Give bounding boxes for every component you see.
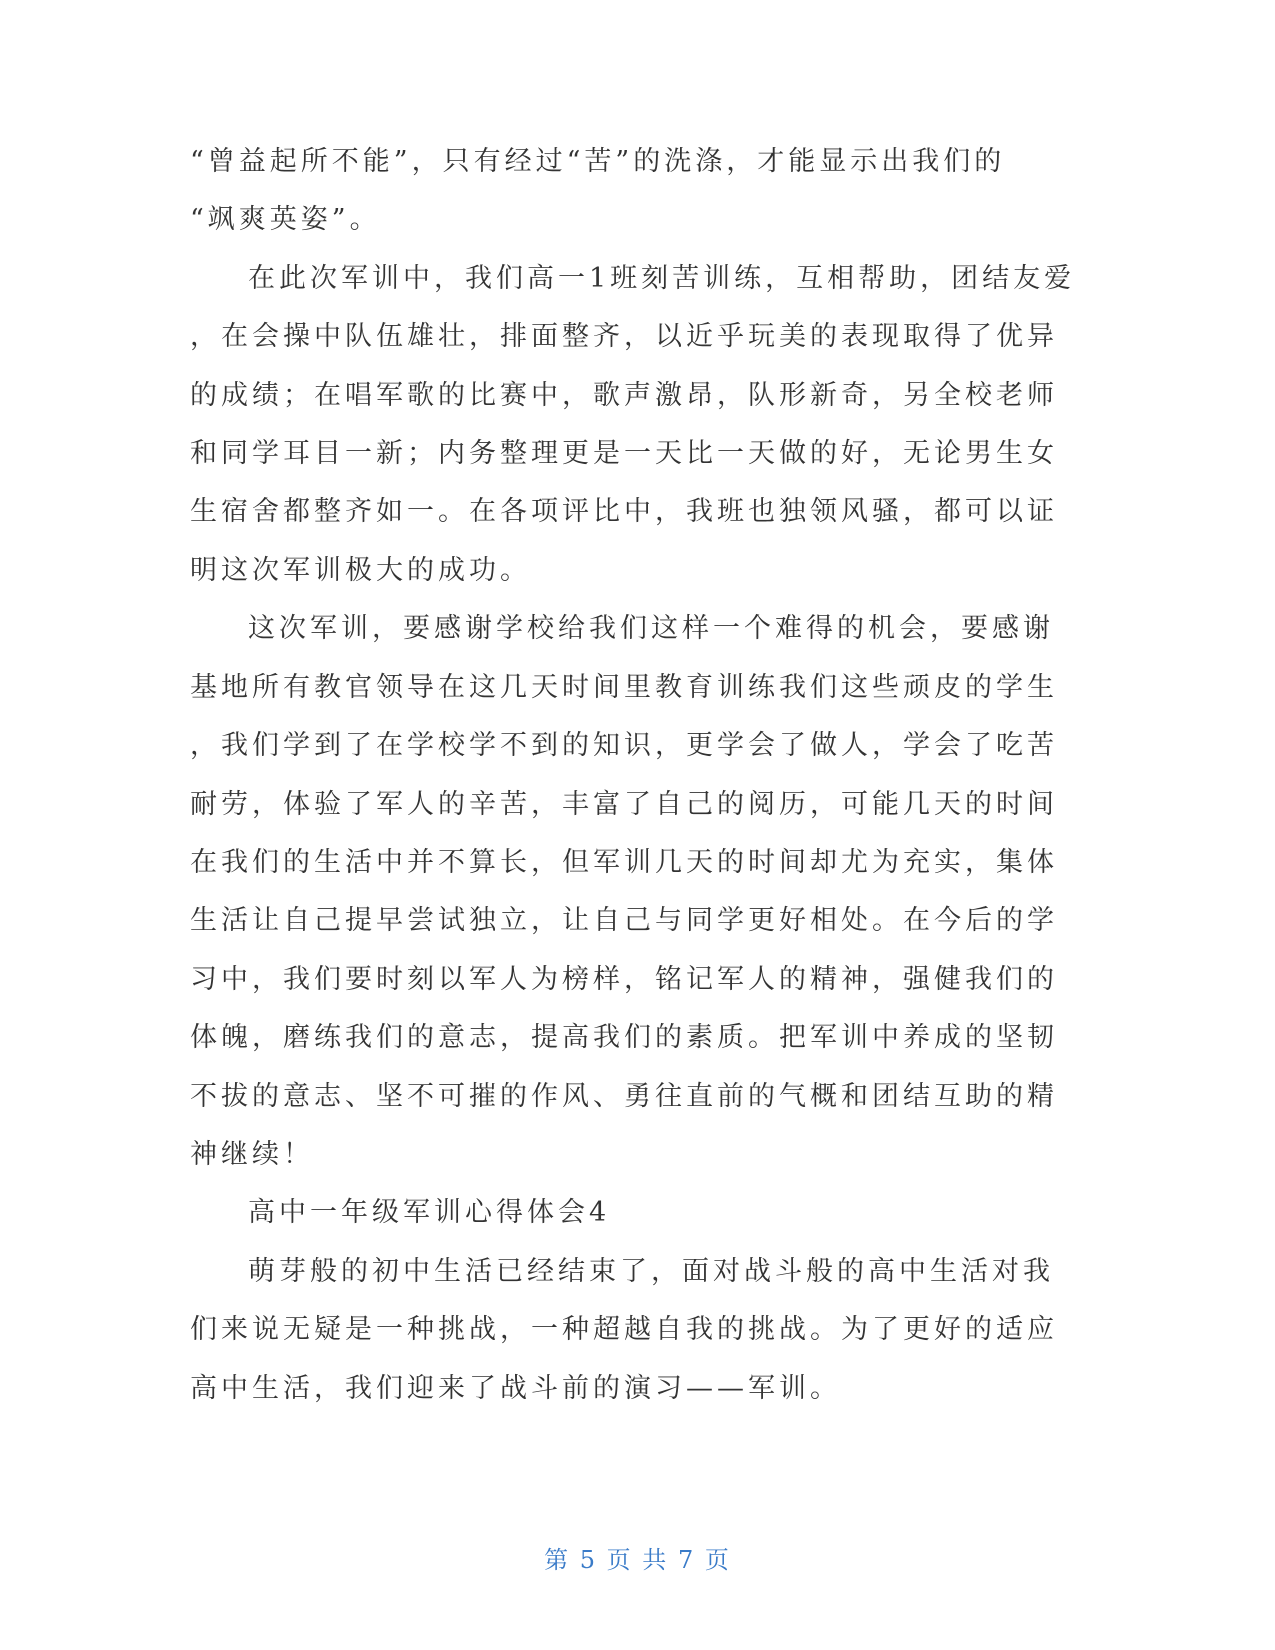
text-line: ，在会操中队伍雄壮，排面整齐，以近乎玩美的表现取得了优异 [190, 321, 1058, 352]
text-line: 明这次军训极大的成功。 [190, 555, 531, 586]
text-line: 在此次军训中，我们高一1班刻苦训练，互相帮助，团结友爱 [248, 263, 1076, 294]
text-line: 生宿舍都整齐如一。在各项评比中，我班也独领风骚，都可以证 [190, 496, 1058, 527]
section-heading: 高中一年级军训心得体会4 [248, 1197, 611, 1228]
text-line: 耐劳，体验了军人的辛苦，丰富了自己的阅历，可能几天的时间 [190, 789, 1058, 820]
text-line: 这次军训，要感谢学校给我们这样一个难得的机会，要感谢 [248, 613, 1054, 644]
text-line: 在我们的生活中并不算长，但军训几天的时间却尤为充实，集体 [190, 847, 1058, 878]
text-line: 萌芽般的初中生活已经结束了，面对战斗般的高中生活对我 [248, 1256, 1054, 1287]
text-line: 习中，我们要时刻以军人为榜样，铭记军人的精神，强健我们的 [190, 964, 1058, 995]
text-line: 体魄，磨练我们的意志，提高我们的素质。把军训中养成的坚韧 [190, 1022, 1058, 1053]
text-line: ，我们学到了在学校学不到的知识，更学会了做人，学会了吃苦 [190, 730, 1058, 761]
text-line: 基地所有教官领导在这几天时间里教育训练我们这些顽皮的学生 [190, 672, 1058, 703]
text-line: 不拔的意志、坚不可摧的作风、勇往直前的气概和团结互助的精 [190, 1081, 1058, 1112]
text-line: 的成绩；在唱军歌的比赛中，歌声激昂，队形新奇，另全校老师 [190, 380, 1058, 411]
text-line: 们来说无疑是一种挑战，一种超越自我的挑战。为了更好的适应 [190, 1314, 1058, 1345]
text-line: 和同学耳目一新；内务整理更是一天比一天做的好，无论男生女 [190, 438, 1058, 469]
text-line: 神继续！ [190, 1139, 314, 1170]
text-line: 生活让自己提早尝试独立，让自己与同学更好相处。在今后的学 [190, 905, 1058, 936]
text-line: “飒爽英姿”。 [190, 204, 381, 235]
text-line: 高中生活，我们迎来了战斗前的演习——军训。 [190, 1373, 841, 1404]
text-line: “曾益起所不能”，只有经过“苦”的洗涤，才能显示出我们的 [190, 146, 1006, 177]
page-number-footer: 第 5 页 共 7 页 [544, 1546, 731, 1574]
